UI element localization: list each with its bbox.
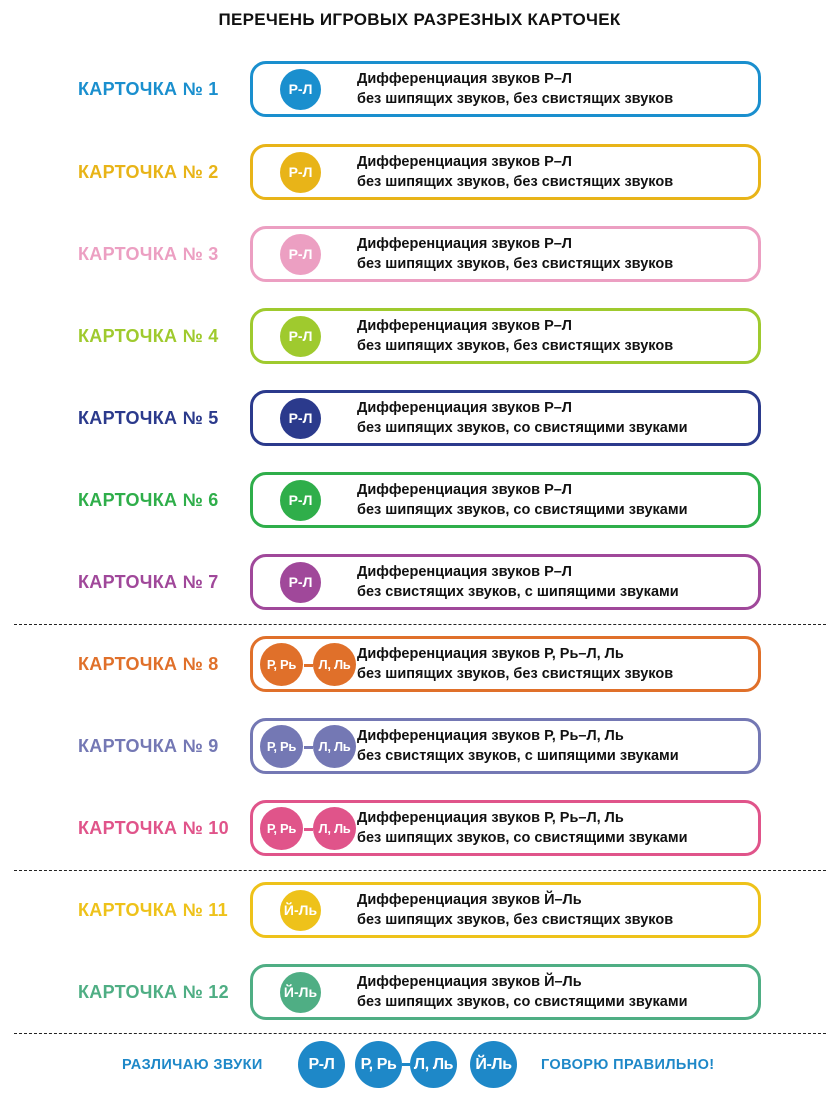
card-description bbox=[357, 152, 673, 192]
footer-badge-r-l: Р-Л bbox=[298, 1041, 345, 1088]
card-box bbox=[250, 636, 761, 692]
sound-badge: Р-Л bbox=[280, 234, 321, 275]
sound-badge-dash bbox=[304, 828, 313, 831]
sound-badge-right: Л, Ль bbox=[313, 725, 356, 768]
card-description-line1: Дифференциация звуков Р–Л bbox=[357, 318, 572, 334]
card-description-line2: без шипящих звуков, без свистящих звуков bbox=[357, 912, 674, 928]
card-label: КАРТОЧКА № 11 bbox=[78, 900, 228, 920]
card-label: КАРТОЧКА № 7 bbox=[78, 572, 219, 592]
sound-badge: Й-Ль bbox=[280, 890, 321, 931]
card-box bbox=[250, 964, 761, 1020]
divider-2 bbox=[14, 870, 826, 871]
card-box bbox=[250, 554, 761, 610]
card-box bbox=[250, 882, 761, 938]
card-description-line1: Дифференциация звуков Р–Л bbox=[357, 482, 572, 498]
card-description-line1: Дифференциация звуков Й–Ль bbox=[357, 974, 582, 990]
card-description bbox=[357, 316, 673, 356]
footer-left-text: РАЗЛИЧАЮ ЗВУКИ bbox=[122, 1057, 263, 1073]
card-description-line1: Дифференциация звуков Р–Л bbox=[357, 400, 572, 416]
sound-badge: Й-Ль bbox=[280, 972, 321, 1013]
card-description bbox=[357, 890, 673, 930]
card-label: КАРТОЧКА № 9 bbox=[78, 736, 219, 756]
sound-badge-right: Л, Ль bbox=[313, 643, 356, 686]
sound-badge-pair bbox=[257, 641, 361, 687]
sound-badge-right: Л, Ль bbox=[313, 807, 356, 850]
card-description bbox=[357, 808, 688, 848]
card-description bbox=[357, 726, 679, 766]
card-description-line2: без шипящих звуков, без свистящих звуков bbox=[357, 256, 674, 272]
footer-right-text: ГОВОРЮ ПРАВИЛЬНО! bbox=[541, 1057, 715, 1073]
card-description-line2: без шипящих звуков, со свистящими звуками bbox=[357, 994, 688, 1010]
card-description-line1: Дифференциация звуков Р–Л bbox=[357, 236, 572, 252]
card-row bbox=[0, 472, 839, 528]
sound-badge: Р-Л bbox=[280, 398, 321, 439]
sound-badge-pair bbox=[257, 723, 361, 769]
card-description-line2: без свистящих звуков, с шипящими звуками bbox=[357, 584, 679, 600]
sound-badge: Р-Л bbox=[280, 152, 321, 193]
card-row bbox=[0, 800, 839, 856]
sound-badge: Р-Л bbox=[280, 562, 321, 603]
card-description-line1: Дифференциация звуков Р, Рь–Л, Ль bbox=[357, 810, 624, 826]
sound-badge-left: Р, Рь bbox=[260, 725, 303, 768]
footer bbox=[0, 1040, 839, 1090]
card-description-line2: без шипящих звуков, со свистящими звуками bbox=[357, 420, 688, 436]
card-description bbox=[357, 562, 679, 602]
card-description-line2: без шипящих звуков, без свистящих звуков bbox=[357, 174, 674, 190]
card-box bbox=[250, 390, 761, 446]
card-description bbox=[357, 69, 673, 109]
sound-badge-left: Р, Рь bbox=[260, 643, 303, 686]
card-row bbox=[0, 964, 839, 1020]
card-box bbox=[250, 718, 761, 774]
card-box bbox=[250, 144, 761, 200]
card-row bbox=[0, 554, 839, 610]
card-description-line1: Дифференциация звуков Р, Рь–Л, Ль bbox=[357, 646, 624, 662]
sound-badge: Р-Л bbox=[280, 316, 321, 357]
card-row bbox=[0, 226, 839, 282]
card-description bbox=[357, 644, 673, 684]
card-box bbox=[250, 308, 761, 364]
card-label: КАРТОЧКА № 4 bbox=[78, 326, 219, 346]
card-description-line1: Дифференциация звуков Р, Рь–Л, Ль bbox=[357, 728, 624, 744]
card-box bbox=[250, 800, 761, 856]
card-description bbox=[357, 480, 688, 520]
card-description bbox=[357, 398, 688, 438]
card-row bbox=[0, 144, 839, 200]
sound-badge-left: Р, Рь bbox=[260, 807, 303, 850]
card-row bbox=[0, 636, 839, 692]
card-label: КАРТОЧКА № 12 bbox=[78, 982, 229, 1002]
card-row bbox=[0, 61, 839, 117]
sound-badge: Р-Л bbox=[280, 480, 321, 521]
divider-1 bbox=[14, 624, 826, 625]
card-row bbox=[0, 718, 839, 774]
card-description-line2: без шипящих звуков, со свистящими звуками bbox=[357, 502, 688, 518]
footer-badge-l-lj: Л, Ль bbox=[410, 1041, 457, 1088]
footer-badge-r-rj: Р, Рь bbox=[355, 1041, 402, 1088]
card-description bbox=[357, 972, 688, 1012]
card-box bbox=[250, 226, 761, 282]
card-description-line1: Дифференциация звуков Й–Ль bbox=[357, 892, 582, 908]
card-description bbox=[357, 234, 673, 274]
card-row bbox=[0, 882, 839, 938]
page-title: ПЕРЕЧЕНЬ ИГРОВЫХ РАЗРЕЗНЫХ КАРТОЧЕК bbox=[218, 10, 621, 29]
sound-badge: Р-Л bbox=[280, 69, 321, 110]
card-label: КАРТОЧКА № 3 bbox=[78, 244, 219, 264]
card-description-line2: без шипящих звуков, без свистящих звуков bbox=[357, 91, 674, 107]
card-description-line2: без шипящих звуков, со свистящими звуками bbox=[357, 830, 688, 846]
card-box bbox=[250, 472, 761, 528]
card-label: КАРТОЧКА № 6 bbox=[78, 490, 219, 510]
card-row bbox=[0, 308, 839, 364]
card-description-line2: без шипящих звуков, без свистящих звуков bbox=[357, 338, 674, 354]
card-box bbox=[250, 61, 761, 117]
card-label: КАРТОЧКА № 2 bbox=[78, 162, 219, 182]
card-row bbox=[0, 390, 839, 446]
card-description-line2: без шипящих звуков, без свистящих звуков bbox=[357, 666, 674, 682]
footer-badge-j-lj: Й-Ль bbox=[470, 1041, 517, 1088]
divider-3 bbox=[14, 1033, 826, 1034]
sound-badge-dash bbox=[304, 746, 313, 749]
card-description-line2: без свистящих звуков, с шипящими звуками bbox=[357, 748, 679, 764]
card-label: КАРТОЧКА № 10 bbox=[78, 818, 229, 838]
card-label: КАРТОЧКА № 1 bbox=[78, 79, 219, 99]
sound-badge-dash bbox=[304, 664, 313, 667]
card-label: КАРТОЧКА № 5 bbox=[78, 408, 219, 428]
card-description-line1: Дифференциация звуков Р–Л bbox=[357, 564, 572, 580]
card-label: КАРТОЧКА № 8 bbox=[78, 654, 219, 674]
sound-badge-pair bbox=[257, 805, 361, 851]
card-description-line1: Дифференциация звуков Р–Л bbox=[357, 154, 572, 170]
footer-badge-dash bbox=[402, 1063, 410, 1066]
card-description-line1: Дифференциация звуков Р–Л bbox=[357, 71, 572, 87]
